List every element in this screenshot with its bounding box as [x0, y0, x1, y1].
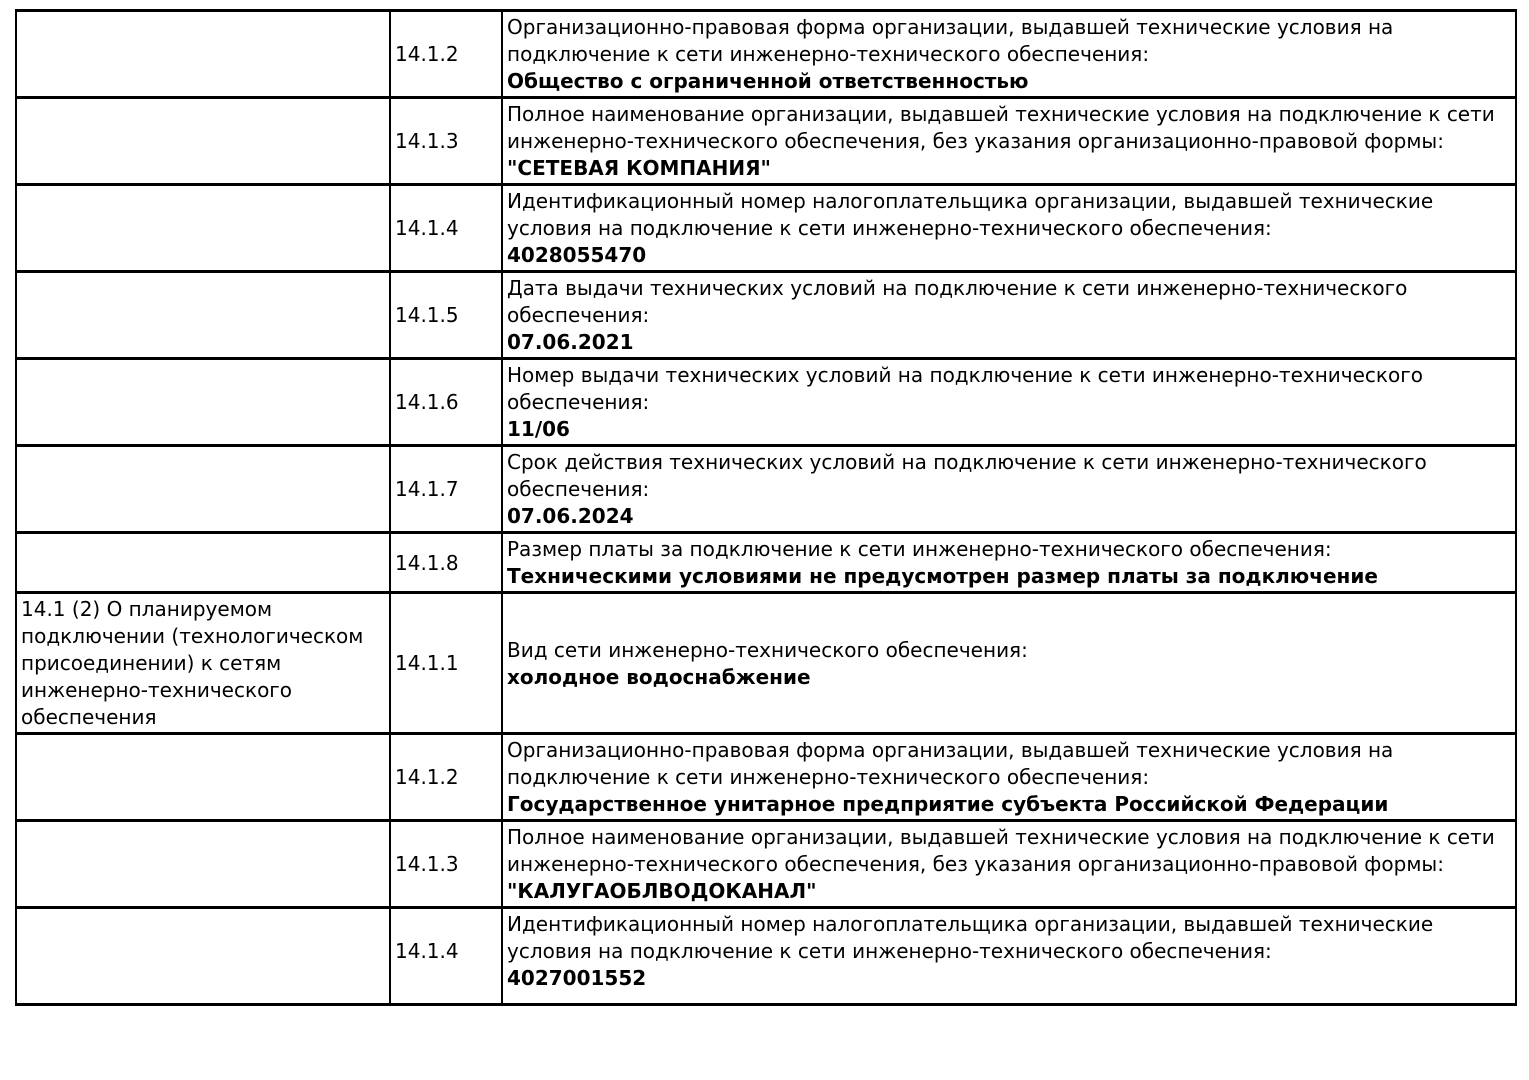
- field-label: Полное наименование организации, выдавшей технические условия на подключение к сети инженерно-технического обеспечения, без указания организационно-правовой формы:: [507, 825, 1495, 876]
- table-row: [16, 593, 1516, 734]
- table-row: [16, 908, 1516, 1005]
- code-cell: [390, 272, 502, 359]
- table-body: [16, 11, 1516, 1005]
- field-label: Идентификационный номер налогоплательщика организации, выдавшей технические условия на подключение к сети инженерно-технического обеспечения:: [507, 189, 1434, 240]
- code-cell: [390, 821, 502, 908]
- detail-cell: [502, 533, 1516, 593]
- detail-cell: [502, 272, 1516, 359]
- code-cell: [390, 185, 502, 272]
- table-row: [16, 359, 1516, 446]
- field-value: 07.06.2024: [507, 504, 634, 528]
- field-label: Организационно-правовая форма организации, выдавшей технические условия на подключение к сети инженерно-технического обеспечения:: [507, 15, 1394, 66]
- field-value: 4028055470: [507, 243, 647, 267]
- code-cell: [390, 359, 502, 446]
- code-cell: [390, 98, 502, 185]
- row-code: 14.1.4: [395, 939, 459, 963]
- section-cell: [16, 908, 390, 1005]
- detail-cell: [502, 821, 1516, 908]
- code-cell: [390, 446, 502, 533]
- field-label: Идентификационный номер налогоплательщика организации, выдавшей технические условия на подключение к сети инженерно-технического обеспечения:: [507, 912, 1434, 963]
- section-cell: [16, 11, 390, 98]
- section-cell: [16, 821, 390, 908]
- field-label: Вид сети инженерно-технического обеспечения:: [507, 637, 1028, 662]
- detail-cell: [502, 359, 1516, 446]
- row-code: 14.1.4: [395, 216, 459, 240]
- detail-cell: [502, 185, 1516, 272]
- field-value: 07.06.2021: [507, 330, 634, 354]
- table-row: [16, 98, 1516, 185]
- table-row: [16, 446, 1516, 533]
- section-cell: [16, 734, 390, 821]
- code-cell: [390, 11, 502, 98]
- row-code: 14.1.2: [395, 42, 459, 66]
- section-cell: [16, 272, 390, 359]
- table-row: [16, 734, 1516, 821]
- row-code: 14.1.3: [395, 852, 459, 876]
- detail-cell: [502, 734, 1516, 821]
- row-code: 14.1.1: [395, 651, 459, 675]
- detail-cell: [502, 593, 1516, 734]
- field-label: Полное наименование организации, выдавшей технические условия на подключение к сети инженерно-технического обеспечения, без указания организационно-правовой формы:: [507, 102, 1495, 153]
- field-label: Срок действия технических условий на подключение к сети инженерно-технического обеспечения:: [507, 450, 1427, 501]
- field-value: Общество с ограниченной ответственностью: [507, 69, 1029, 93]
- row-code: 14.1.2: [395, 765, 459, 789]
- field-label: Дата выдачи технических условий на подключение к сети инженерно-технического обеспечения:: [507, 276, 1408, 327]
- detail-cell: [502, 98, 1516, 185]
- table-row: [16, 185, 1516, 272]
- table-row: [16, 272, 1516, 359]
- code-cell: [390, 908, 502, 1005]
- code-cell: [390, 734, 502, 821]
- section-cell: [16, 185, 390, 272]
- field-label: Размер платы за подключение к сети инженерно-технического обеспечения:: [507, 537, 1332, 561]
- field-value: 4027001552: [507, 966, 647, 990]
- field-value: "КАЛУГАОБЛВОДОКАНАЛ": [507, 879, 817, 903]
- section-label: 14.1 (2) О планируемом подключении (технологическом присоединении) к сетям инженерно-технического обеспечения: [21, 597, 364, 729]
- section-cell: [16, 98, 390, 185]
- field-value: 11/06: [507, 417, 570, 441]
- row-code: 14.1.3: [395, 129, 459, 153]
- field-label: Номер выдачи технических условий на подключение к сети инженерно-технического обеспечения:: [507, 363, 1423, 414]
- row-code: 14.1.6: [395, 390, 459, 414]
- code-cell: [390, 533, 502, 593]
- field-value: Техническими условиями не предусмотрен размер платы за подключение: [507, 564, 1378, 588]
- row-code: 14.1.5: [395, 303, 459, 327]
- section-cell: [16, 446, 390, 533]
- table-row: [16, 11, 1516, 98]
- field-label: Организационно-правовая форма организации, выдавшей технические условия на подключение к сети инженерно-технического обеспечения:: [507, 738, 1394, 789]
- field-value: холодное водоснабжение: [507, 664, 811, 689]
- tech-conditions-table: [15, 9, 1517, 1006]
- table-row: [16, 533, 1516, 593]
- section-cell: [16, 533, 390, 593]
- section-cell: [16, 359, 390, 446]
- detail-cell: [502, 908, 1516, 1005]
- detail-cell: [502, 11, 1516, 98]
- row-code: 14.1.7: [395, 477, 459, 501]
- detail-cell: [502, 446, 1516, 533]
- field-value: "СЕТЕВАЯ КОМПАНИЯ": [507, 156, 771, 180]
- section-cell: [16, 593, 390, 734]
- field-value: Государственное унитарное предприятие субъекта Российской Федерации: [507, 792, 1389, 816]
- row-code: 14.1.8: [395, 550, 459, 575]
- table-row: [16, 821, 1516, 908]
- code-cell: [390, 593, 502, 734]
